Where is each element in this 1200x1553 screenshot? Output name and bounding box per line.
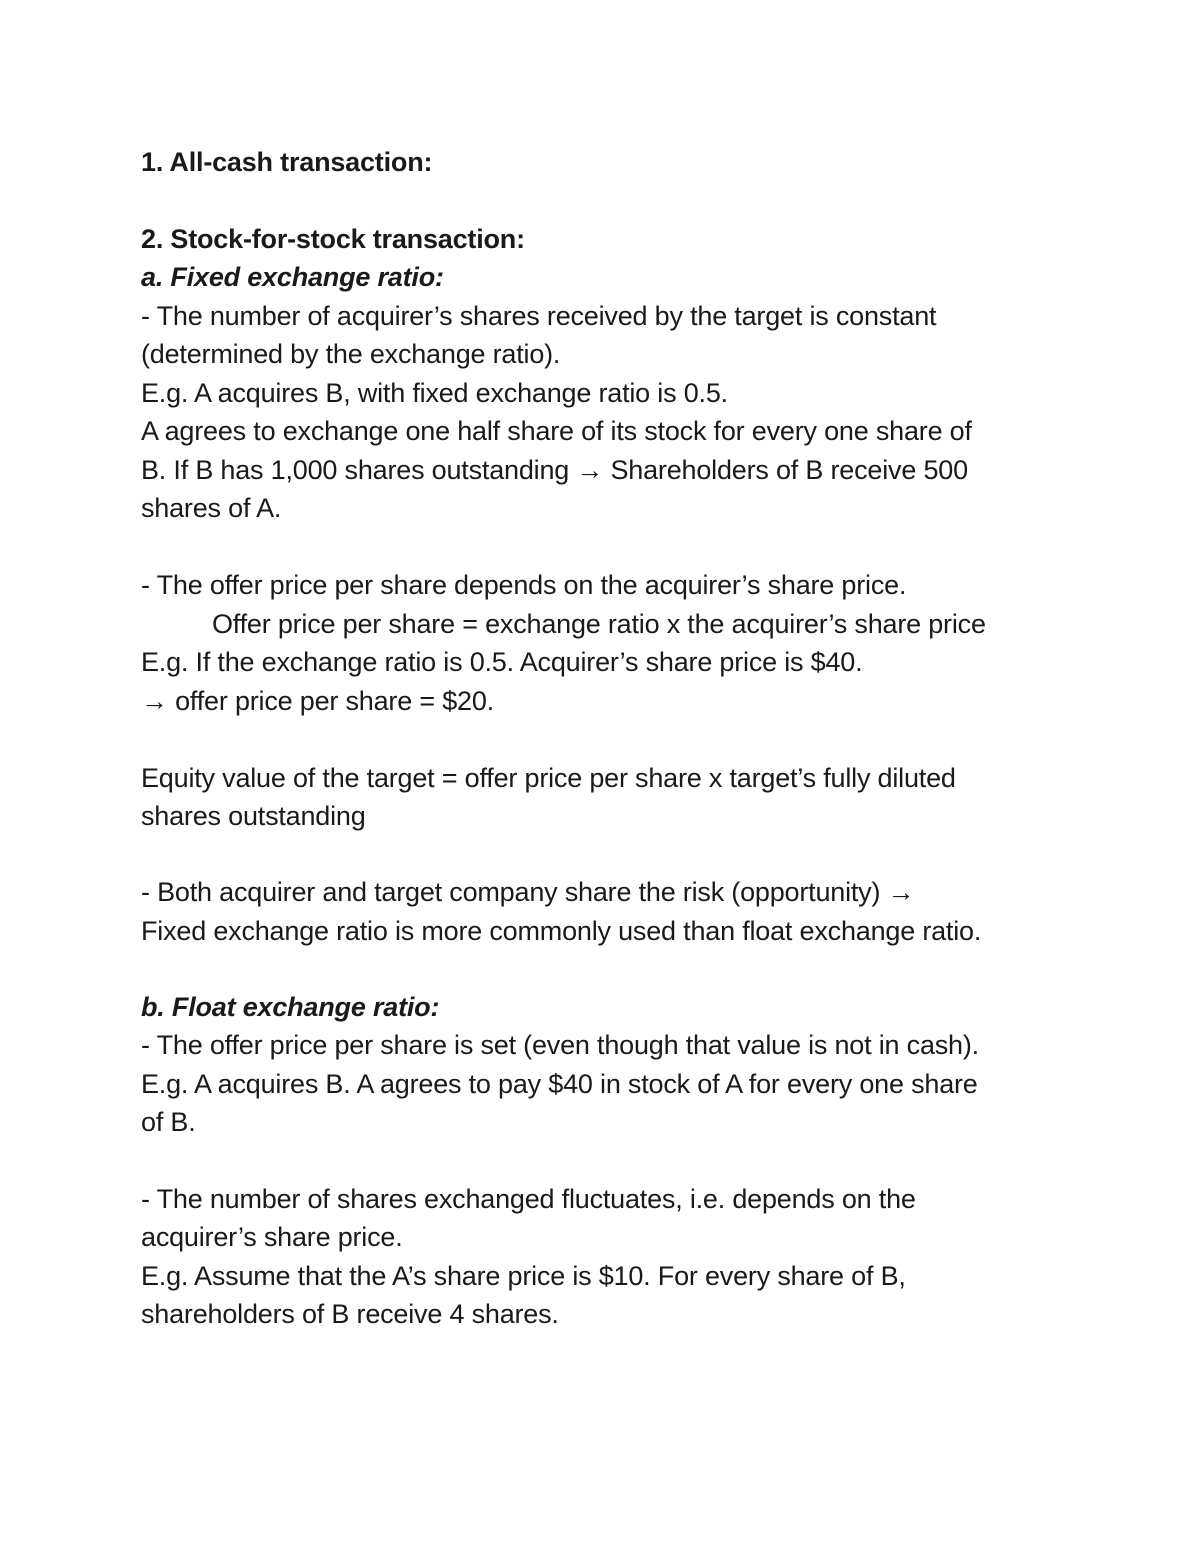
paragraph-line: of B. bbox=[141, 1107, 196, 1137]
heading-all-cash: 1. All-cash transaction: bbox=[141, 147, 433, 177]
formula-line: Offer price per share = exchange ratio x the acquirer’s share price bbox=[212, 609, 986, 639]
paragraph-line: shares of A. bbox=[141, 493, 282, 523]
paragraph-line: E.g. A acquires B, with fixed exchange ratio is 0.5. bbox=[141, 378, 728, 408]
paragraph-line: Fixed exchange ratio is more commonly used than float exchange ratio. bbox=[141, 916, 982, 946]
paragraph-line: - The offer price per share is set (even though that value is not in cash). bbox=[141, 1030, 979, 1060]
paragraph-line: shareholders of B receive 4 shares. bbox=[141, 1299, 559, 1329]
paragraph-line: - The number of shares exchanged fluctuates, i.e. depends on the bbox=[141, 1184, 916, 1214]
paragraph-line: E.g. Assume that the A’s share price is $10. For every share of B, bbox=[141, 1261, 906, 1291]
paragraph-line: E.g. If the exchange ratio is 0.5. Acquirer’s share price is $40. bbox=[141, 647, 863, 677]
paragraph-line: - The offer price per share depends on the acquirer’s share price. bbox=[141, 570, 907, 600]
paragraph-line: - Both acquirer and target company share the risk (opportunity) → bbox=[141, 877, 915, 907]
heading-stock-for-stock: 2. Stock-for-stock transaction: bbox=[141, 224, 525, 254]
paragraph-line: A agrees to exchange one half share of its stock for every one share of bbox=[141, 416, 972, 446]
subheading-fixed-exchange-ratio: a. Fixed exchange ratio: bbox=[141, 262, 444, 292]
paragraph-line: shares outstanding bbox=[141, 801, 366, 831]
paragraph-line: → offer price per share = $20. bbox=[141, 686, 494, 716]
paragraph-line: (determined by the exchange ratio). bbox=[141, 339, 561, 369]
paragraph-line: acquirer’s share price. bbox=[141, 1222, 403, 1252]
paragraph-line: - The number of acquirer’s shares received by the target is constant bbox=[141, 301, 937, 331]
paragraph-line: E.g. A acquires B. A agrees to pay $40 in stock of A for every one share bbox=[141, 1069, 978, 1099]
subheading-float-exchange-ratio: b. Float exchange ratio: bbox=[141, 992, 440, 1022]
paragraph-line: B. If B has 1,000 shares outstanding → Shareholders of B receive 500 bbox=[141, 455, 968, 485]
paragraph-line: Equity value of the target = offer price per share x target’s fully diluted bbox=[141, 763, 956, 793]
